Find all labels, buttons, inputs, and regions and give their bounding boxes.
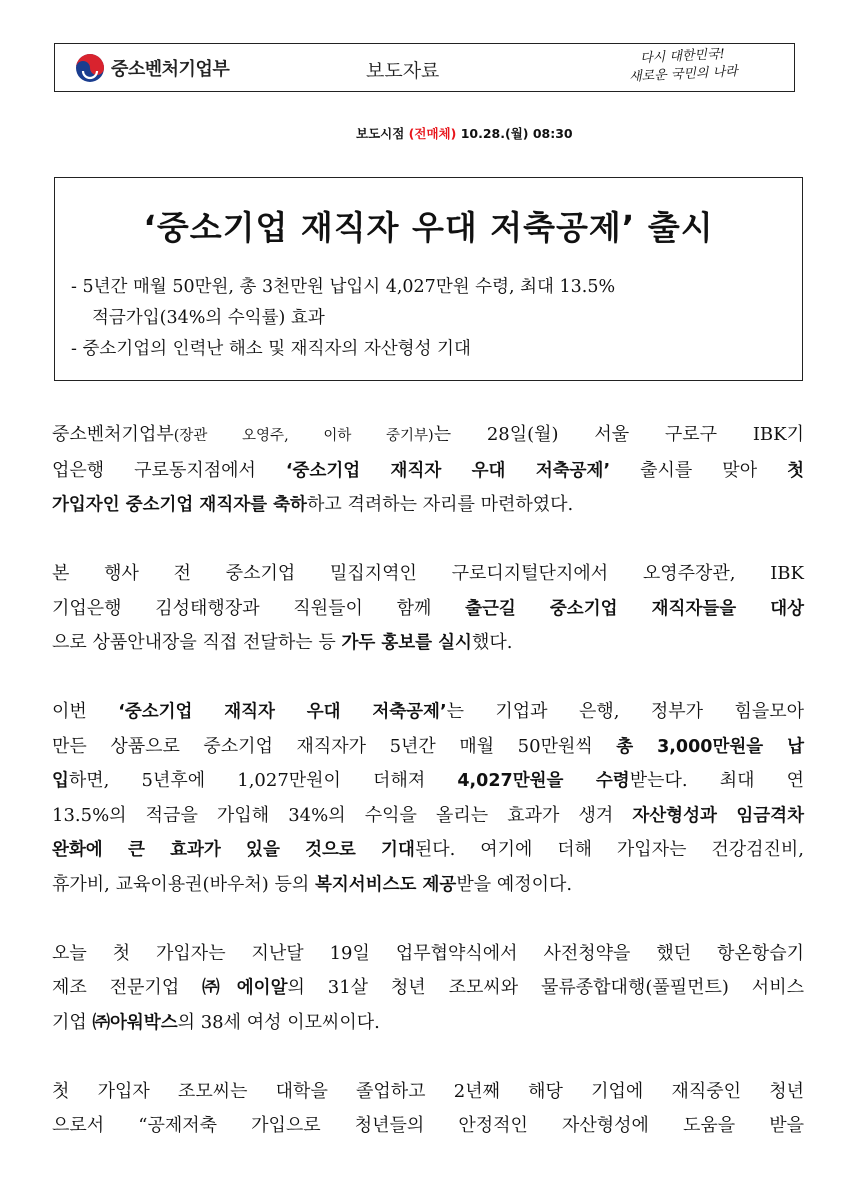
text-line: 으로 상품안내장을 직접 전달하는 등 가두 홍보를 실시했다.	[52, 632, 513, 653]
slogan-line-1: 다시 대한민국!	[639, 46, 726, 67]
headline-title: ‘중소기업 재직자 우대 저축공제’ 출시	[143, 208, 714, 247]
text-line: 중소벤처기업부(장관 오영주, 이하 중기부)는 28일(월) 서울 구로구 IBK기	[52, 424, 804, 445]
handwritten-slogan	[597, 44, 769, 89]
text-line: 첫 가입자 조모씨는 대학을 졸업하고 2년째 해당 기업에 재직중인 청년	[52, 1080, 804, 1102]
text-line: 만든 상품으로 중소기업 재직자가 5년간 매월 50만원씩 총 3,000만원을 납	[52, 735, 804, 757]
embargo-scope: (전매체)	[408, 126, 457, 141]
subtitle-line: - 5년간 매월 50만원, 총 3천만원 납입시 4,027만원 수령, 최대 13.5%	[71, 277, 616, 297]
text-line: 제조 전문기업 ㈜에이알의 31살 청년 조모씨와 물류종합대행(풀필먼트) 서비스	[52, 977, 804, 998]
text-line: 가입자인 중소기업 재직자를 축하하고 격려하는 자리를 마련하였다.	[52, 494, 574, 515]
release-label: 보도시점	[356, 126, 405, 141]
paragraph-5	[52, 1075, 804, 1144]
paragraph-4	[52, 937, 804, 1041]
headline-box	[54, 177, 803, 381]
org-name: 중소벤처기업부	[111, 59, 230, 80]
text-line: 오늘 첫 가입자는 지난달 19일 업무협약식에서 사전청약을 했던 항온항습기	[52, 942, 804, 964]
subtitle-line: - 중소기업의 인력난 해소 및 재직자의 자산형성 기대	[71, 339, 471, 359]
paragraph-2	[52, 557, 804, 661]
text-line: 이번 ‘중소기업 재직자 우대 저축공제’는 기업과 은행, 정부가 힘을모아	[52, 701, 804, 722]
text-line: 13.5%의 적금을 가입해 34%의 수익을 올리는 효과가 생겨 자산형성과 임금격차	[52, 804, 804, 826]
subtitle-line: 적금가입(34%의 수익률) 효과	[92, 308, 325, 328]
text-line: 입하면, 5년후에 1,027만원이 더해져 4,027만원을 수령받는다. 최대 연	[52, 770, 804, 791]
release-datetime: 10.28.(월) 08:30	[460, 126, 573, 141]
paragraph-3	[52, 695, 804, 902]
slogan-line-2: 새로운 국민의 나라	[628, 64, 739, 85]
taegeuk-emblem-icon	[75, 53, 105, 83]
release-time	[356, 124, 573, 142]
text-line: 업은행 구로동지점에서 ‘중소기업 재직자 우대 저축공제’ 출시를 맞아 첫	[52, 459, 805, 481]
text-line: 완화에 큰 효과가 있을 것으로 기대된다. 여기에 더해 가입자는 건강검진비,	[52, 839, 804, 860]
ministry-logo	[75, 53, 229, 83]
article-body	[52, 418, 804, 1178]
document-header	[54, 43, 795, 92]
text-line: 본 행사 전 중소기업 밀집지역인 구로디지털단지에서 오영주장관, IBK	[52, 563, 804, 584]
text-line: 휴가비, 교육이용권(바우처) 등의 복지서비스도 제공받을 예정이다.	[52, 873, 573, 895]
document-type: 보도자료	[366, 60, 440, 82]
text-line: 기업 ㈜아워박스의 38세 여성 이모씨이다.	[52, 1011, 380, 1033]
headline-subtitles	[71, 272, 788, 365]
text-line: 으로서 “공제저축 가입으로 청년들의 안정적인 자산형성에 도움을 받을	[52, 1115, 804, 1136]
text-line: 기업은행 김성태행장과 직원들이 함께 출근길 중소기업 재직자들을 대상	[52, 597, 805, 619]
paragraph-1	[52, 418, 804, 523]
